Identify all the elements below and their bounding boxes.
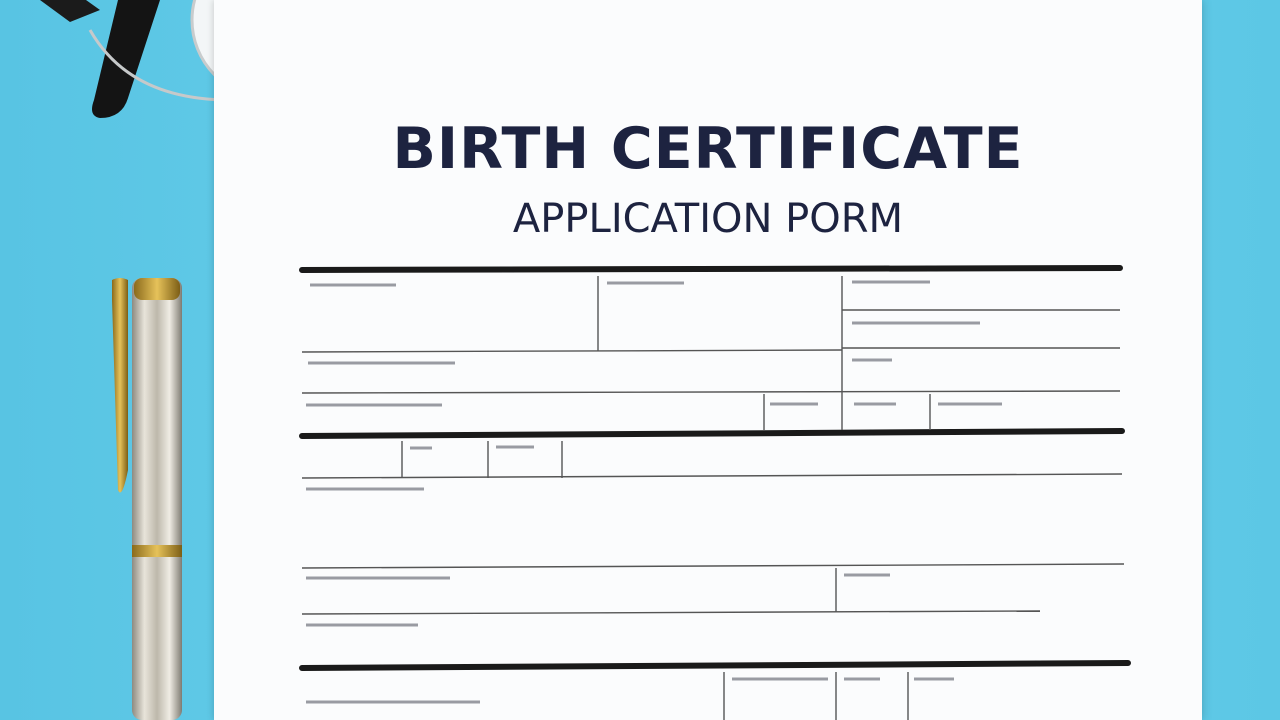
section-rule	[302, 431, 1122, 436]
section-rule	[302, 268, 1120, 270]
form-subtitle: APPLICATION PORM	[512, 196, 904, 242]
form-title: BIRTH CERTIFICATE	[392, 116, 1024, 182]
section-rule	[302, 663, 1128, 668]
pen	[100, 270, 200, 720]
